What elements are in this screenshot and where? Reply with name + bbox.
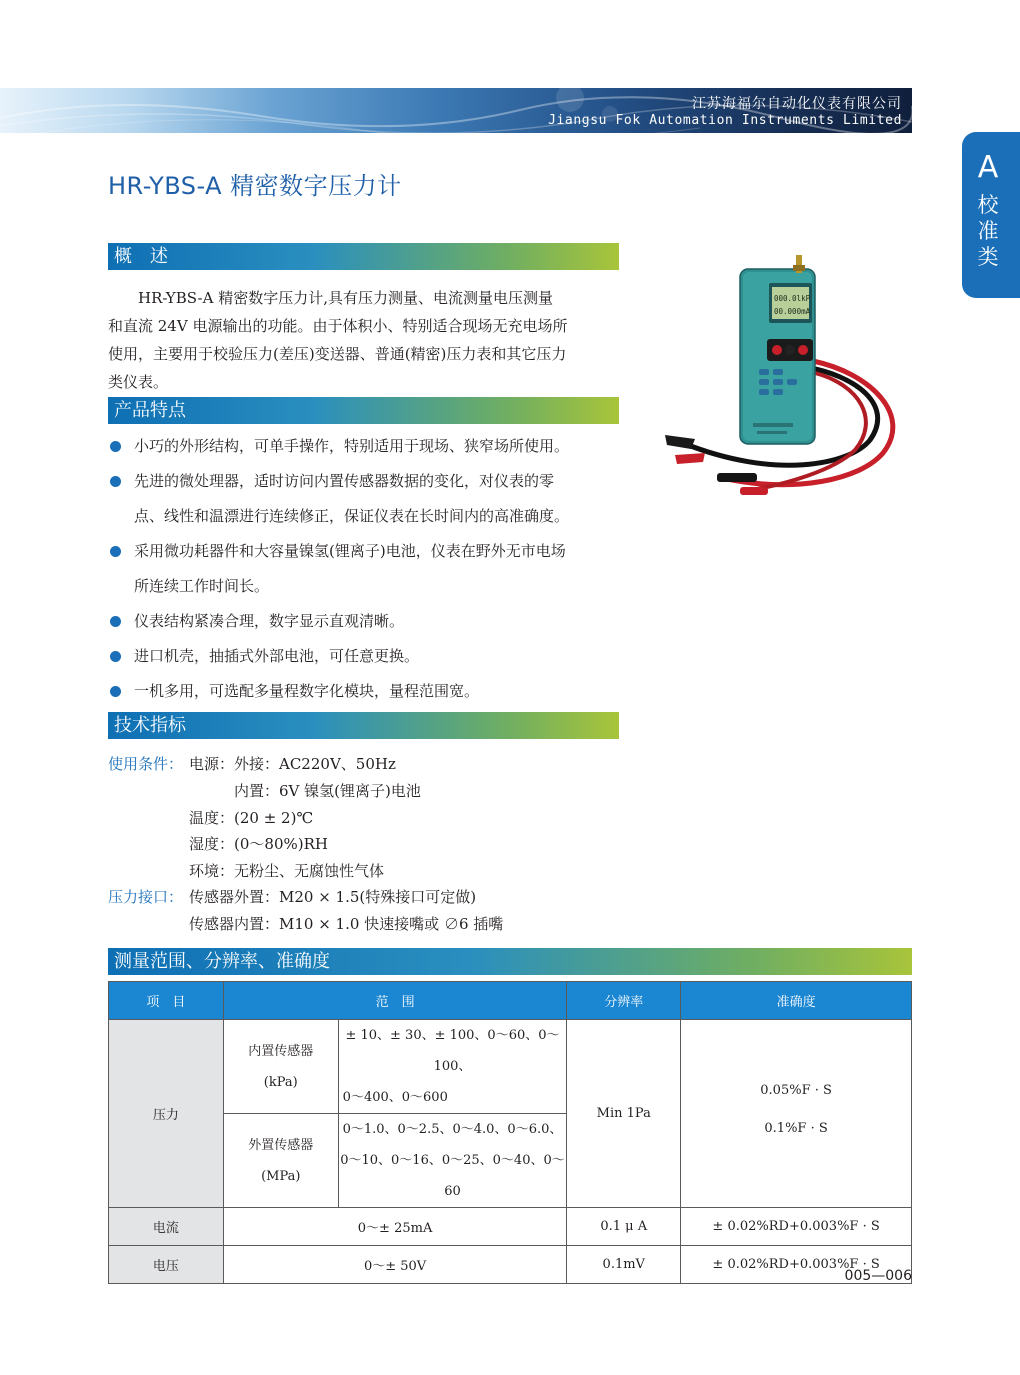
spec-humidity: 湿度：(0～80%)RH <box>189 835 328 853</box>
overview-paragraph <box>108 284 622 396</box>
spec-environment: 环境：无粉尘、无腐蚀性气体 <box>189 862 385 880</box>
bullet-dot-icon <box>110 441 121 452</box>
device-display-line-2: 00.000mA <box>774 307 811 316</box>
table-row <box>109 1246 912 1284</box>
voltage-range: 0～± 50V <box>223 1246 566 1284</box>
table-header-row <box>109 982 912 1020</box>
category-label-char-1: 校 <box>977 193 999 217</box>
feature-item <box>108 604 638 639</box>
feature-text: 小巧的外形结构，可单手操作，特别适用于现场、狭窄场所使用。 <box>134 437 570 455</box>
feature-text: 进口机壳，抽插式外部电池，可任意更换。 <box>134 647 420 665</box>
header-accuracy: 准确度 <box>681 982 912 1020</box>
page-number: 005—006 <box>844 1268 912 1284</box>
external-sensor-name: 外置传感器 <box>248 1137 314 1153</box>
table-row <box>109 1020 912 1114</box>
header-resolution: 分辨率 <box>567 982 681 1020</box>
feature-item <box>108 464 638 534</box>
feature-item <box>108 639 638 674</box>
pressure-accuracy-line-1: 0.05%F · S <box>760 1083 832 1098</box>
feature-list <box>108 429 638 709</box>
external-range-line-1: 0～1.0、0～2.5、0～4.0、0～6.0、 <box>342 1122 563 1137</box>
overview-line-3: 使用，主要用于校验压力(差压)变送器、普通(精密)压力表和其它压力 <box>108 345 567 363</box>
external-range-line-2: 0～10、0～16、0～25、0～40、0～60 <box>340 1153 565 1199</box>
category-letter: A <box>977 150 999 185</box>
spec-port-external: 传感器外置：M20 × 1.5(特殊接口可定做) <box>189 888 477 906</box>
overview-line-1: HR-YBS-A 精密数字压力计,具有压力测量、电流测量电压测量 <box>138 289 553 307</box>
table-row <box>109 1208 912 1246</box>
category-label-char-2: 准 <box>977 219 999 243</box>
pressure-resolution: Min 1Pa <box>567 1020 681 1208</box>
spec-power-internal: 内置：6V 镍氢(锂离子)电池 <box>234 782 421 800</box>
company-name-en: Jiangsu Fok Automation Instruments Limited <box>548 113 902 128</box>
company-name-cn: 江苏海福尔自动化仪表有限公司 <box>692 96 902 112</box>
bullet-dot-icon <box>110 651 121 662</box>
row-label-pressure: 压力 <box>109 1020 224 1208</box>
header-item: 项 目 <box>109 982 224 1020</box>
section-heading-features: 产品特点 <box>114 400 186 421</box>
feature-text-cont: 点、线性和温漂进行连续修正，保证仪表在长时间内的高准确度。 <box>134 507 570 525</box>
spec-power-external: 电源：外接：AC220V、50Hz <box>189 755 396 773</box>
external-sensor-cell <box>223 1114 338 1208</box>
current-range: 0～± 25mA <box>223 1208 566 1246</box>
bullet-dot-icon <box>110 476 121 487</box>
category-label-char-3: 类 <box>977 245 999 269</box>
bullet-dot-icon <box>110 686 121 697</box>
pressure-accuracy <box>681 1020 912 1208</box>
pressure-gauge-device-image <box>655 255 920 505</box>
section-heading-range-table: 测量范围、分辨率、准确度 <box>114 951 330 972</box>
spec-temperature: 温度：(20 ± 2)℃ <box>189 809 314 827</box>
section-bar-features <box>108 397 619 424</box>
feature-item <box>108 534 638 604</box>
current-accuracy: ± 0.02%RD+0.003%F · S <box>681 1208 912 1246</box>
bullet-dot-icon <box>110 546 121 557</box>
feature-text-cont: 所连续工作时间长。 <box>134 577 270 595</box>
row-label-voltage: 电压 <box>109 1246 224 1284</box>
feature-text: 采用微功耗器件和大容量镍氢(锂离子)电池，仪表在野外无市电场 <box>134 542 566 560</box>
section-bar-specs <box>108 712 619 739</box>
row-label-current: 电流 <box>109 1208 224 1246</box>
category-label <box>962 192 1014 270</box>
current-resolution: 0.1 μ A <box>567 1208 681 1246</box>
internal-sensor-cell <box>223 1020 338 1114</box>
internal-sensor-unit: (kPa) <box>263 1074 298 1090</box>
header-range: 范 围 <box>223 982 566 1020</box>
external-sensor-range <box>338 1114 567 1208</box>
overview-line-4: 类仪表。 <box>108 373 169 391</box>
feature-text: 仪表结构紧凑合理，数字显示直观清晰。 <box>134 612 405 630</box>
spec-port-internal: 传感器内置：M10 × 1.0 快速接嘴或 ∅6 插嘴 <box>189 915 504 933</box>
overview-line-2: 和直流 24V 电源输出的功能。由于体积小、特别适合现场无充电场所 <box>108 317 568 335</box>
range-resolution-accuracy-table <box>108 981 912 1284</box>
section-bar-overview <box>108 243 619 270</box>
device-display-line-1: 000.0lkP <box>774 294 811 303</box>
section-bar-range-table <box>108 948 912 975</box>
feature-item <box>108 429 638 464</box>
pressure-accuracy-line-2: 0.1%F · S <box>764 1121 828 1136</box>
section-heading-overview: 概 述 <box>114 246 168 267</box>
page-title: HR-YBS-A 精密数字压力计 <box>108 172 402 200</box>
voltage-accuracy: ± 0.02%RD+0.003%F · S <box>681 1246 912 1284</box>
feature-text: 先进的微处理器，适时访问内置传感器数据的变化，对仪表的零 <box>134 472 555 490</box>
external-sensor-unit: (MPa) <box>261 1168 301 1184</box>
internal-sensor-name: 内置传感器 <box>248 1043 314 1059</box>
internal-sensor-range <box>338 1020 567 1114</box>
internal-range-line-2: 0～400、0～600 <box>342 1090 448 1105</box>
bullet-dot-icon <box>110 616 121 627</box>
usage-conditions-label: 使用条件： <box>108 755 184 773</box>
voltage-resolution: 0.1mV <box>567 1246 681 1284</box>
feature-item <box>108 674 638 709</box>
feature-text: 一机多用，可选配多量程数字化模块，量程范围宽。 <box>134 682 480 700</box>
section-heading-specs: 技术指标 <box>114 715 186 736</box>
internal-range-line-1: ± 10、± 30、± 100、0～60、0～100、 <box>345 1028 560 1074</box>
pressure-port-label: 压力接口： <box>108 888 184 906</box>
